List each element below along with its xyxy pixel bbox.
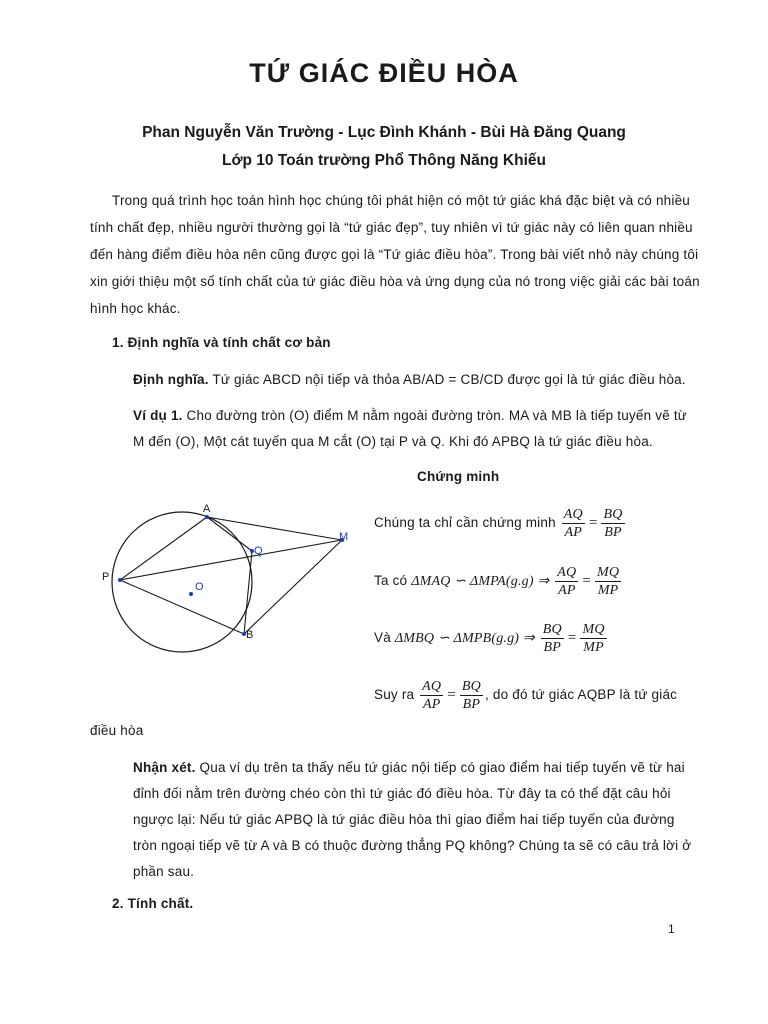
label-p: P — [102, 571, 110, 583]
section-1-heading: 1. Định nghĩa và tính chất cơ bản — [112, 335, 331, 350]
denominator: BP — [462, 697, 481, 712]
proof-line-3-text: Và — [374, 630, 391, 646]
fraction-bq-bp — [460, 678, 483, 713]
intro-line-1: Trong quá trình học toán hình học chúng tôi phát hiện có một tứ giác khá đặc biệt và có nhiều — [112, 193, 690, 208]
fraction-aq-ap — [555, 564, 578, 599]
definition-label: Định nghĩa. — [133, 372, 209, 387]
example-line-2: M đến (O), Một cát tuyến qua M cắt (O) tại P và Q. Khi đó APBQ là tứ giác điều hòa. — [133, 434, 653, 449]
proof-line-4 — [374, 678, 677, 713]
remark-line-4: tròn ngoại tiếp vẽ từ A và B có thuộc đường thẳng PQ không? Chúng ta sẽ có câu trả lời ở — [133, 838, 692, 853]
denominator: AP — [564, 525, 583, 540]
fraction-mq-mp — [580, 621, 606, 656]
fraction-aq-ap — [562, 506, 585, 541]
numerator: BQ — [461, 679, 481, 694]
point-o — [189, 592, 193, 596]
fraction-aq-ap — [420, 678, 443, 713]
denominator: AP — [558, 583, 576, 598]
point-a — [205, 515, 209, 519]
page-number: 1 — [668, 922, 675, 936]
remark-line-2: đỉnh đối nằm trên đường chéo còn thì tứ giác đó điều hòa. Từ đây ta có thể đặt câu hỏi — [133, 786, 671, 801]
proof-line-4-text: Suy ra — [374, 687, 415, 703]
section-2-heading: 2. Tính chất. — [112, 896, 194, 911]
similarity-mbq-mpb: ΔMBQ ∽ ΔMPB(g.g) ⇒ — [394, 631, 535, 647]
remark-label: Nhận xét. — [133, 760, 196, 775]
numerator: AQ — [557, 565, 577, 580]
remark-text-1: Qua ví dụ trên ta thấy nếu tứ giác nội tiếp có giao điểm hai tiếp tuyến vẽ từ hai — [195, 760, 685, 775]
denominator: AP — [422, 697, 441, 712]
intro-line-5: hình học khác. — [90, 301, 181, 316]
proof-line-2-text: Ta có — [374, 573, 408, 589]
denominator: MP — [597, 583, 619, 598]
geometry-figure — [90, 498, 370, 668]
fraction-bq-bp — [541, 621, 564, 656]
denominator: MP — [583, 640, 604, 655]
authors: Phan Nguyễn Văn Trường - Lục Đình Khánh - Bùi Hà Đăng Quang — [142, 124, 626, 141]
remark-line-5: phần sau. — [133, 864, 195, 879]
point-p — [118, 578, 122, 582]
side-bp — [120, 580, 244, 634]
denominator: BP — [604, 525, 622, 540]
side-aq — [207, 517, 252, 551]
numerator: BQ — [603, 507, 623, 522]
equals-sign: = — [447, 687, 456, 704]
label-q: Q — [254, 545, 263, 557]
proof-line-4-tail: , do đó tứ giác AQBP là tứ giác — [484, 687, 678, 703]
numerator: MQ — [597, 565, 620, 580]
intro-line-4: xin giới thiệu một số tính chất của tứ giác điều hòa và ứng dụng của nó trong việc giải các bài toán — [90, 274, 700, 289]
proof-line-4-cont: điều hòa — [90, 723, 144, 738]
proof-line-3 — [374, 621, 609, 656]
label-a: A — [203, 503, 211, 515]
example-line-1 — [133, 408, 687, 423]
denominator: BP — [543, 640, 562, 655]
numerator: MQ — [582, 622, 605, 637]
page-title: TỨ GIÁC ĐIỀU HÒA — [249, 58, 519, 88]
numerator: AQ — [422, 679, 442, 694]
equals-sign: = — [567, 630, 577, 647]
secant-mp — [120, 540, 342, 580]
circle-o — [112, 512, 252, 652]
proof-line-2 — [374, 564, 623, 599]
intro-line-3: đến hàng điểm điều hòa nên cũng được gọi là “Tứ giác điều hòa”. Trong bài viết nhỏ này chúng tôi — [90, 247, 699, 262]
similarity-maq-mpa: ΔMAQ ∽ ΔMPA(g.g) ⇒ — [411, 574, 550, 590]
proof-heading: Chứng minh — [417, 469, 500, 484]
numerator: AQ — [563, 507, 583, 522]
intro-line-2: tính chất đẹp, nhiều người thường gọi là “tứ giác đẹp”, tuy nhiên vì tứ giác này có liên quan nhiều — [90, 220, 693, 235]
equals-sign: = — [588, 515, 598, 532]
remark-line-3: ngược lại: Nếu tứ giác APBQ là tứ giác điều hòa thì giao điểm hai tiếp tuyến của đường — [133, 812, 675, 827]
example-text-1: Cho đường tròn (O) điểm M nằm ngoài đường tròn. MA và MB là tiếp tuyến vẽ từ — [182, 408, 688, 423]
definition-text: Tứ giác ABCD nội tiếp và thỏa AB/AD = CB/CD được gọi là tứ giác điều hòa. — [208, 372, 686, 387]
fraction-mq-mp — [595, 564, 621, 599]
proof-line-1-text: Chúng ta chỉ cần chứng minh — [374, 515, 556, 531]
label-m: M — [339, 531, 349, 543]
numerator: BQ — [542, 622, 562, 637]
definition — [133, 372, 686, 387]
side-pa — [120, 517, 207, 580]
label-b: B — [246, 629, 254, 641]
example-label: Ví dụ 1. — [133, 408, 183, 423]
proof-line-1 — [374, 506, 627, 541]
equals-sign: = — [582, 573, 592, 590]
remark-line-1 — [133, 760, 685, 775]
label-o: O — [195, 581, 204, 593]
school-line: Lớp 10 Toán trường Phổ Thông Năng Khiếu — [221, 152, 546, 169]
fraction-bq-bp — [601, 506, 624, 541]
